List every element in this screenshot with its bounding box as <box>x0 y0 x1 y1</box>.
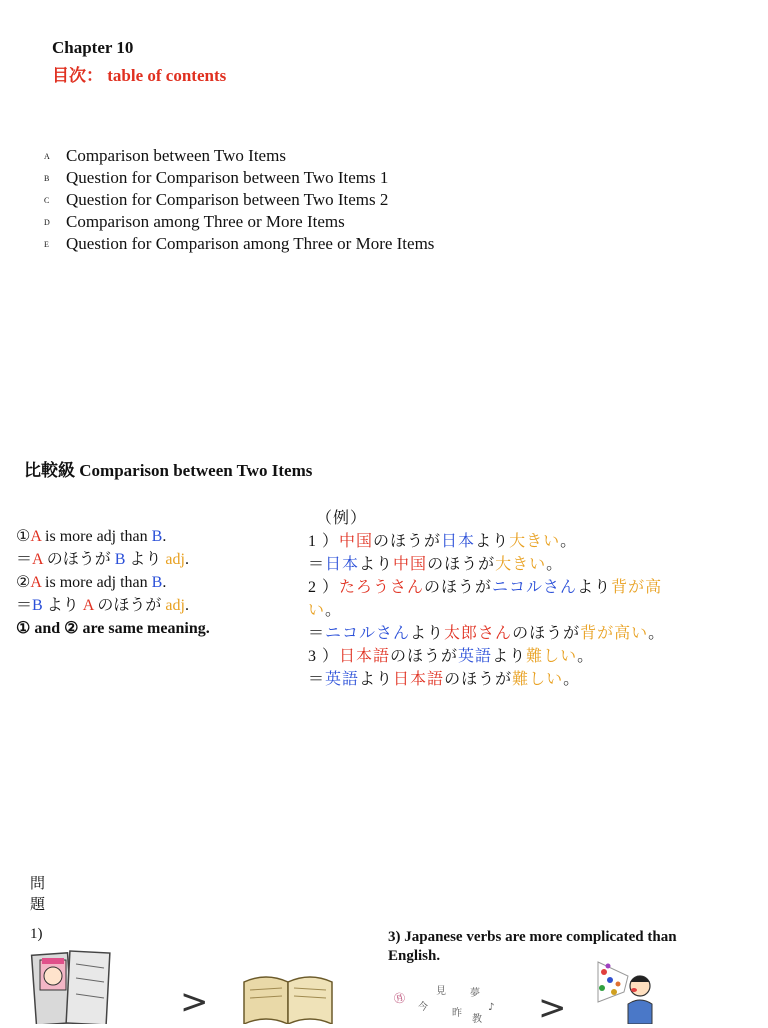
word-adj: 背が高 <box>611 579 663 596</box>
rule-line <box>16 571 210 594</box>
word-a: 日本語 <box>339 648 391 665</box>
toc-marker: B <box>44 174 50 184</box>
svg-text:今: 今 <box>418 1002 428 1013</box>
word-a: たろうさん <box>339 579 425 596</box>
var-a: A <box>30 574 42 591</box>
toc-item-text: Comparison between Two Items <box>66 146 286 165</box>
section-heading: 比較級 Comparison between Two Items <box>24 461 313 480</box>
particle: のほうが <box>373 533 442 550</box>
particle: より <box>359 671 394 688</box>
word-b: 英語 <box>325 671 360 688</box>
example-line <box>308 668 665 691</box>
particle: 。 <box>563 671 581 688</box>
example-line <box>308 553 665 576</box>
toc-marker: A <box>44 152 50 162</box>
particle: 。 <box>577 648 595 665</box>
grammar-rules <box>16 525 210 640</box>
particle: のほうが <box>390 648 459 665</box>
toc-marker: D <box>44 218 50 228</box>
example-number: 3 ） <box>308 648 340 665</box>
svg-text:㊊: ㊊ <box>392 990 407 1007</box>
toc-item <box>44 145 434 167</box>
var-b: B <box>114 551 126 568</box>
rule-text: . <box>184 551 189 568</box>
example-number: 2 ） <box>308 579 340 596</box>
word-b: 日本 <box>325 556 360 573</box>
particle: より <box>410 625 445 642</box>
circle-number-1: ① <box>16 528 31 545</box>
greater-than-sign: > <box>180 982 209 1022</box>
particle: のほうが <box>512 625 581 642</box>
toc-item <box>44 211 434 233</box>
question-number: 1) <box>30 926 43 942</box>
shouting-person-icon <box>594 958 690 1024</box>
var-a: A <box>32 551 43 568</box>
open-book-icon <box>238 968 338 1024</box>
particle: 。 <box>560 533 578 550</box>
svg-text:夢: 夢 <box>470 988 480 999</box>
equals-sign: ＝ <box>308 671 326 688</box>
example-line <box>308 599 665 622</box>
rule-text: のほうが <box>42 551 115 568</box>
var-adj: adj <box>165 597 185 614</box>
word-a: 太郎さん <box>444 625 513 642</box>
word-adj: 背が高い <box>580 625 649 642</box>
word-adj: 難しい <box>526 648 578 665</box>
rule-text: is more adj than <box>41 528 152 545</box>
kanji-doodle-icon <box>388 980 518 1024</box>
word-b: ニコルさん <box>325 625 411 642</box>
particle: 。 <box>546 556 564 573</box>
svg-text:♪: ♪ <box>488 1002 495 1013</box>
example-number: 1 ） <box>308 533 340 550</box>
example-line <box>308 645 665 668</box>
word-adj: 難しい <box>512 671 564 688</box>
rule-text: . <box>162 574 167 591</box>
equals-sign: ＝ <box>16 597 33 614</box>
var-adj: adj <box>165 551 185 568</box>
toc-title: 目次： table of contents <box>52 66 227 85</box>
examples <box>308 507 665 691</box>
var-b: B <box>32 597 43 614</box>
toc-item-text: Question for Comparison between Two Items 1 <box>66 168 389 187</box>
particle: より <box>359 556 394 573</box>
var-b: B <box>151 574 163 591</box>
var-b: B <box>151 528 163 545</box>
rule-line <box>16 548 210 571</box>
question-heading-text: 問題 <box>30 876 46 913</box>
circle-number-2: ② <box>16 574 31 591</box>
toc-item-text: Question for Comparison among Three or More Items <box>66 234 435 253</box>
particle: より <box>475 533 510 550</box>
example-line <box>308 622 665 645</box>
particle: のほうが <box>444 671 513 688</box>
table-of-contents <box>44 145 434 255</box>
equals-sign: ＝ <box>308 625 326 642</box>
greater-than-sign: > <box>538 988 567 1028</box>
example-line <box>308 530 665 553</box>
rule-line <box>16 594 210 617</box>
manga-book-icon <box>28 944 114 1024</box>
word-adj: 大きい <box>495 556 547 573</box>
toc-item-text: Question for Comparison between Two Items 2 <box>66 190 389 209</box>
var-a: A <box>82 597 94 614</box>
svg-text:昨: 昨 <box>452 1008 462 1019</box>
particle: より <box>577 579 612 596</box>
question-heading <box>30 874 50 945</box>
equals-sign: ＝ <box>16 551 33 568</box>
rule-text: . <box>162 528 167 545</box>
rule-line <box>16 525 210 548</box>
word-a: 中国 <box>393 556 428 573</box>
toc-item <box>44 167 434 189</box>
toc-item <box>44 233 434 255</box>
example-line <box>308 576 665 599</box>
word-adj: い <box>308 602 326 619</box>
word-adj: 大きい <box>509 533 561 550</box>
word-a: 日本語 <box>393 671 445 688</box>
particle: より <box>492 648 527 665</box>
equals-sign: ＝ <box>308 556 326 573</box>
particle: のほうが <box>427 556 496 573</box>
toc-marker: E <box>44 240 49 250</box>
rule-text: is more adj than <box>41 574 152 591</box>
particle: 。 <box>648 625 666 642</box>
toc-item-text: Comparison among Three or More Items <box>66 212 345 231</box>
word-b: 英語 <box>458 648 493 665</box>
word-b: 日本 <box>441 533 476 550</box>
question-3-text: 3) Japanese verbs are more complicated than English. <box>388 929 677 964</box>
word-b: ニコルさん <box>492 579 578 596</box>
chapter-title: Chapter 10 <box>52 38 134 57</box>
toc-marker: C <box>44 196 50 206</box>
svg-text:教: 教 <box>472 1014 482 1024</box>
rule-text: より <box>42 597 83 614</box>
rule-text: . <box>184 597 189 614</box>
word-a: 中国 <box>339 533 374 550</box>
var-a: A <box>30 528 42 545</box>
examples-label: （例） <box>316 510 368 527</box>
particle: 。 <box>325 602 343 619</box>
rule-text: より <box>125 551 166 568</box>
rule-text: のほうが <box>93 597 166 614</box>
particle: のほうが <box>424 579 493 596</box>
toc-item <box>44 189 434 211</box>
rule-note: ① and ② are same meaning. <box>16 620 210 637</box>
svg-text:見: 見 <box>436 986 446 997</box>
